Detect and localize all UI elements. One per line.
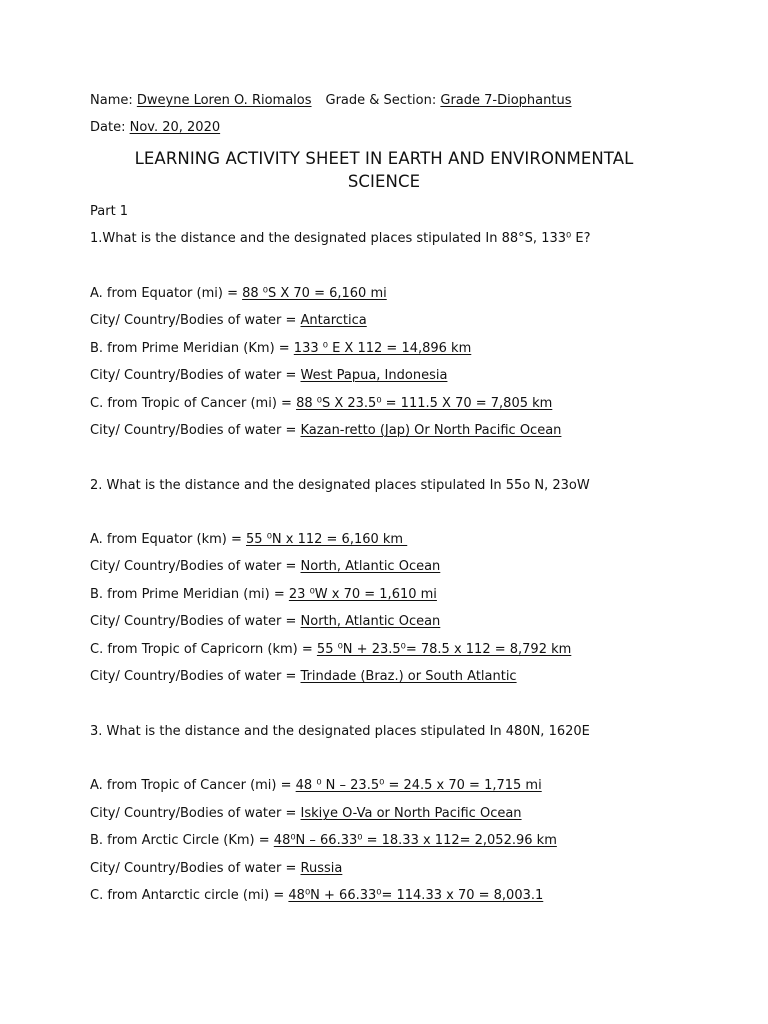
q2-c-label: C. from Tropic of Capricorn (km) =	[90, 642, 317, 657]
q3-answer-a	[90, 778, 542, 794]
q1-answer-a	[90, 286, 387, 302]
grade-label: Grade & Section:	[325, 93, 441, 108]
q2-question: 2. What is the distance and the designated places stipulated In 55o N, 23oW	[90, 478, 590, 493]
document-title	[90, 147, 678, 193]
q1-place-a	[90, 313, 367, 329]
grade-value: Grade 7-Diophantus	[440, 93, 572, 108]
q1-a-label: A. from Equator (mi) =	[90, 286, 243, 301]
q3-b-value: 48⁰N – 66.33⁰ = 18.33 x 112= 2,052.96 km	[273, 833, 557, 848]
q3-b-place-label: City/ Country/Bodies of water =	[90, 861, 301, 876]
title-line-1: LEARNING ACTIVITY SHEET IN EARTH AND ENVIRONMENTAL	[134, 149, 634, 168]
header-name-row	[90, 93, 572, 109]
q2-c-value: 55 ⁰N + 23.5⁰= 78.5 x 112 = 8,792 km	[316, 642, 572, 657]
q3-b-label: B. from Arctic Circle (Km) =	[90, 833, 274, 848]
q1-c-place-value: Kazan-retto (Jap) Or North Pacific Ocean	[300, 423, 562, 438]
q3-place-a	[90, 806, 522, 822]
q1-place-c	[90, 423, 561, 439]
q1-c-label: C. from Tropic of Cancer (mi) =	[90, 396, 297, 411]
q2-b-value: 23 ⁰W x 70 = 1,610 mi	[288, 587, 437, 602]
q2-place-b	[90, 614, 440, 630]
q1-c-place-label: City/ Country/Bodies of water =	[90, 423, 301, 438]
q2-a-place-label: City/ Country/Bodies of water =	[90, 559, 301, 574]
q1-a-value: 88 ⁰S X 70 = 6,160 mi	[242, 286, 387, 301]
q2-answer-b	[90, 587, 437, 603]
q2-place-a	[90, 559, 440, 575]
q1-answer-c	[90, 396, 552, 412]
q1-b-label: B. from Prime Meridian (Km) =	[90, 341, 294, 356]
q2-place-c	[90, 669, 517, 685]
q1-question: 1.What is the distance and the designated places stipulated In 88°S, 133⁰ E?	[90, 231, 591, 246]
q3-b-place-value: Russia	[300, 861, 343, 876]
q3-c-value: 48⁰N + 66.33⁰= 114.33 x 70 = 8,003.1	[288, 888, 544, 903]
q3-a-label: A. from Tropic of Cancer (mi) =	[90, 778, 296, 793]
q3-question: 3. What is the distance and the designated places stipulated In 480N, 1620E	[90, 724, 590, 739]
header-date-row	[90, 120, 220, 136]
part-label: Part 1	[90, 204, 129, 219]
q3-c-label: C. from Antarctic circle (mi) =	[90, 888, 289, 903]
q2-answer-a	[90, 532, 407, 548]
q1-answer-b	[90, 341, 471, 357]
date-label: Date:	[90, 120, 130, 135]
q1-place-b	[90, 368, 447, 384]
date-value: Nov. 20, 2020	[129, 120, 221, 135]
q1-c-value: 88 ⁰S X 23.5⁰ = 111.5 X 70 = 7,805 km	[296, 396, 553, 411]
q3-answer-b	[90, 833, 557, 849]
q3-a-value: 48 ⁰ N – 23.5⁰ = 24.5 x 70 = 1,715 mi	[295, 778, 542, 793]
q2-a-label: A. from Equator (km) =	[90, 532, 247, 547]
q3-answer-c	[90, 888, 543, 904]
q2-c-place-label: City/ Country/Bodies of water =	[90, 669, 301, 684]
q2-b-place-value: North, Atlantic Ocean	[300, 614, 441, 629]
name-label: Name:	[90, 93, 137, 108]
q2-b-label: B. from Prime Meridian (mi) =	[90, 587, 289, 602]
q1-a-place-value: Antarctica	[300, 313, 367, 328]
q1-b-value: 133 ⁰ E X 112 = 14,896 km	[293, 341, 472, 356]
name-value: Dweyne Loren O. Riomalos	[136, 93, 312, 108]
q2-a-place-value: North, Atlantic Ocean	[300, 559, 441, 574]
q2-a-value: 55 ⁰N x 112 = 6,160 km	[246, 532, 408, 547]
q1-b-place-value: West Papua, Indonesia	[300, 368, 448, 383]
q2-answer-c	[90, 642, 571, 658]
q2-b-place-label: City/ Country/Bodies of water =	[90, 614, 301, 629]
title-line-2: SCIENCE	[347, 172, 421, 191]
q1-a-place-label: City/ Country/Bodies of water =	[90, 313, 301, 328]
q1-b-place-label: City/ Country/Bodies of water =	[90, 368, 301, 383]
q3-a-place-value: Iskiye O-Va or North Pacific Ocean	[300, 806, 522, 821]
q3-place-b	[90, 861, 342, 877]
q2-c-place-value: Trindade (Braz.) or South Atlantic	[300, 669, 517, 684]
q3-a-place-label: City/ Country/Bodies of water =	[90, 806, 301, 821]
